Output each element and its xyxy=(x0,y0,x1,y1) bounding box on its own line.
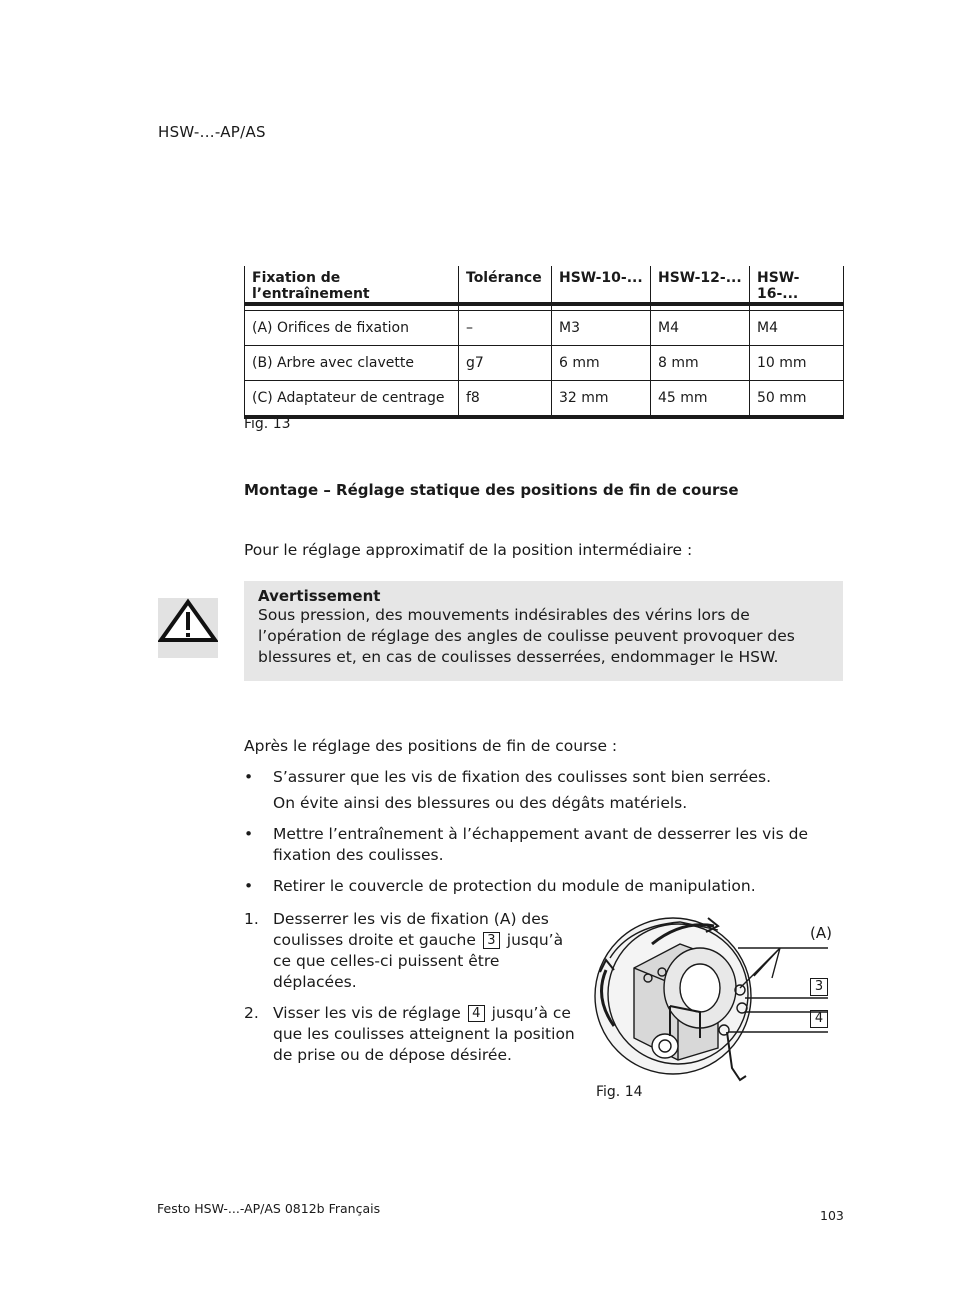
table-row xyxy=(245,311,844,346)
table-header-cell: HSW-16-... xyxy=(750,266,844,304)
warning-title: Avertissement xyxy=(258,587,381,605)
table-row xyxy=(245,381,844,418)
table-row xyxy=(245,346,844,381)
step-text: jusqu’à ce que celles-ci puissent être déplacées. xyxy=(273,931,564,991)
table-cell: (B) Arbre avec clavette xyxy=(245,346,459,381)
bullet-text: • Retirer le couvercle de protection du module de manipulation. xyxy=(273,877,756,895)
table-cell: 50 mm xyxy=(750,381,844,418)
reference-box: 4 xyxy=(468,1005,485,1022)
table-header-row xyxy=(245,266,844,304)
bullet-subtext: On évite ainsi des blessures ou des dégâts matériels. xyxy=(273,794,688,812)
list-item xyxy=(244,1003,584,1066)
table-caption: Fig. 13 xyxy=(244,416,291,432)
table-header-cell: Tolérance xyxy=(459,266,552,304)
figure-label-4: 4 xyxy=(810,1010,828,1028)
bullet-text: • S’assurer que les vis de fixation des coulisses sont bien serrées. xyxy=(273,768,772,786)
list-item xyxy=(244,909,584,993)
reference-box: 3 xyxy=(483,932,500,949)
table-cell: (A) Orifices de fixation xyxy=(245,311,459,346)
figure-label-a: (A) xyxy=(810,924,832,942)
table-cell: (C) Adaptateur de centrage xyxy=(245,381,459,418)
table-header-cell: HSW-10-... xyxy=(552,266,651,304)
step-text: Desserrer les vis de fixation (A) des coulisses droite et gauche xyxy=(273,910,549,949)
after-intro: Après le réglage des positions de fin de course : xyxy=(244,737,618,755)
table-cell: 10 mm xyxy=(750,346,844,381)
step-list xyxy=(244,909,584,1076)
warning-triangle-icon xyxy=(158,598,218,658)
figure-caption: Fig. 14 xyxy=(596,1084,643,1100)
table-cell: 45 mm xyxy=(651,381,750,418)
section-intro: Pour le réglage approximatif de la position intermédiaire : xyxy=(244,541,693,559)
table-cell: – xyxy=(459,311,552,346)
figure-label-3: 3 xyxy=(810,978,828,996)
list-item xyxy=(244,876,834,897)
table-cell: 32 mm xyxy=(552,381,651,418)
warning-text: Sous pression, des mouvements indésirables des vérins lors de l’opération de réglage des angles de coulisse peuvent provoquer des blessures et, en cas de coulisses desserrées, endommager le HSW. xyxy=(258,606,795,666)
list-item xyxy=(244,767,834,814)
rotary-module-drawing xyxy=(590,908,840,1088)
warning-icon-panel xyxy=(158,598,218,658)
step-text: Visser les vis de réglage xyxy=(273,1004,461,1022)
step-number: 1. xyxy=(244,910,259,928)
table-cell: M4 xyxy=(750,311,844,346)
footer-doc-ref: Festo HSW-...-AP/AS 0812b Français xyxy=(157,1201,381,1216)
table-cell: M4 xyxy=(651,311,750,346)
table-header-cell: HSW-12-... xyxy=(651,266,750,304)
section-heading: Montage – Réglage statique des positions de fin de course xyxy=(244,481,739,499)
step-number: 2. xyxy=(244,1004,259,1022)
list-item xyxy=(244,824,834,866)
table-cell: g7 xyxy=(459,346,552,381)
bullet-text: • Mettre l’entraînement à l’échappement avant de desserrer les vis de fixation des coulisses. xyxy=(273,825,808,864)
table-cell: f8 xyxy=(459,381,552,418)
table-header-cell: Fixation de l’entraînement xyxy=(245,266,459,304)
bullet-list xyxy=(244,767,834,907)
table-cell: 6 mm xyxy=(552,346,651,381)
document-header: HSW-...-AP/AS xyxy=(158,123,266,141)
table-cell: 8 mm xyxy=(651,346,750,381)
step-text: jusqu’à ce que les coulisses atteignent la position de prise ou de dépose désirée. xyxy=(273,1004,575,1064)
page-number: 103 xyxy=(820,1208,844,1223)
table-cell: M3 xyxy=(552,311,651,346)
spec-table xyxy=(244,266,844,419)
